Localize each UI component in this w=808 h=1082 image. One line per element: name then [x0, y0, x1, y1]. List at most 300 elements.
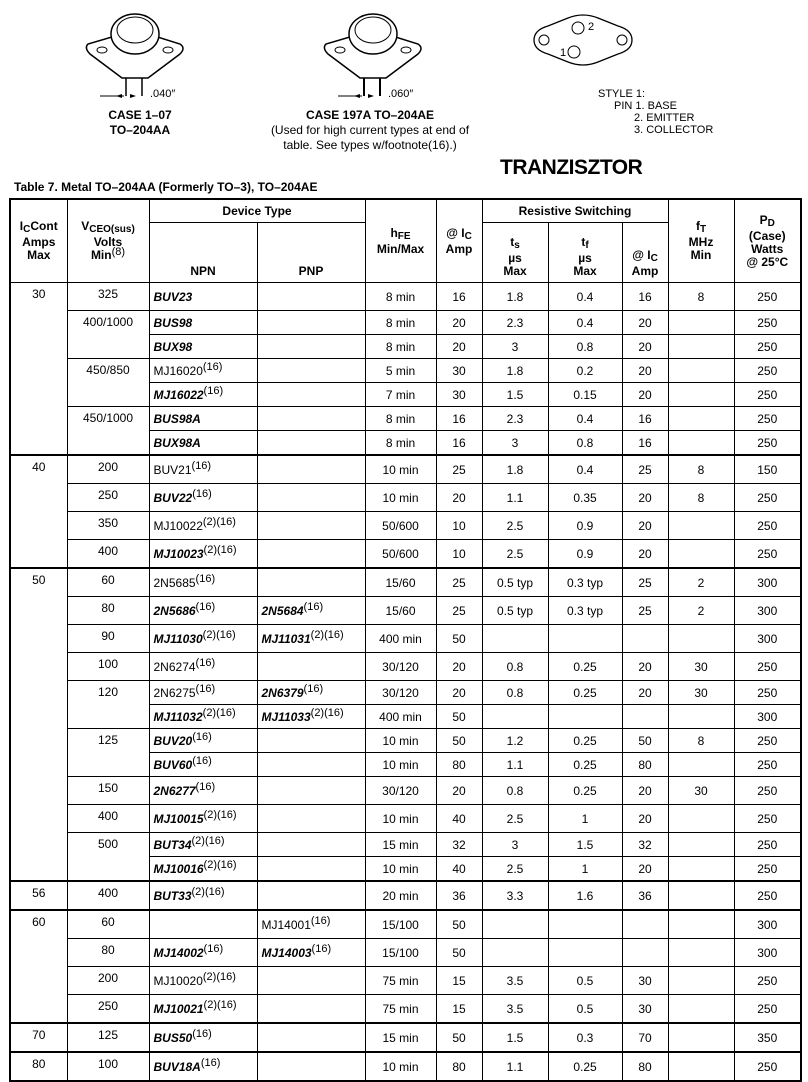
hfe-cell: 50/600: [365, 512, 436, 540]
col-header-npn: NPN: [149, 223, 257, 283]
pd-cell: 300: [734, 939, 801, 967]
pnp-device-cell: [257, 383, 365, 407]
ts-cell: 2.5: [482, 857, 548, 882]
hfe-cell: 15/60: [365, 597, 436, 625]
pnp-device-cell: [257, 431, 365, 456]
tf-cell: 0.25: [548, 777, 622, 805]
ft-cell: [668, 910, 734, 939]
npn-device-cell: BUT33$^{(2)(16)}$: [149, 881, 257, 910]
hfe-cell: 10 min: [365, 455, 436, 484]
ts-cell: 1.1: [482, 753, 548, 777]
ft-cell: [668, 512, 734, 540]
npn-device-cell: BUS98: [149, 311, 257, 335]
pin3-collector: 3. COLLECTOR: [634, 124, 714, 136]
pd-cell: 250: [734, 653, 801, 681]
at-ic-switching-cell: 20: [622, 777, 668, 805]
ft-cell: 30: [668, 681, 734, 705]
npn-device-cell: BUS98A: [149, 407, 257, 431]
pd-cell: 250: [734, 359, 801, 383]
table-row: [10, 995, 801, 1024]
hfe-cell: 8 min: [365, 311, 436, 335]
col-header-ts: $t_s$ µs Max: [482, 223, 548, 283]
hfe-cell: 75 min: [365, 995, 436, 1024]
vceo-cell: 100: [67, 1052, 149, 1081]
npn-device-cell: BUV18A$^{(16)}$: [149, 1052, 257, 1081]
pd-cell: 350: [734, 1023, 801, 1052]
at-ic-cell: 50: [436, 729, 482, 753]
npn-device-cell: BUX98: [149, 335, 257, 359]
vceo-cell: 250: [67, 995, 149, 1024]
hfe-cell: 8 min: [365, 431, 436, 456]
pnp-device-cell: [257, 857, 365, 882]
col-header-vceo: $V_{CEO(sus)}$ Volts Min$^{(8)}$: [67, 199, 149, 283]
pd-cell: 250: [734, 777, 801, 805]
hfe-cell: 30/120: [365, 777, 436, 805]
at-ic-cell: 25: [436, 568, 482, 597]
ft-cell: [668, 857, 734, 882]
pnp-device-cell: [257, 335, 365, 359]
pd-cell: 250: [734, 995, 801, 1024]
case1-dimension: .040″: [150, 88, 176, 100]
tf-cell: 1.5: [548, 833, 622, 857]
pnp-device-cell: [257, 1052, 365, 1081]
ts-cell: 1.5: [482, 383, 548, 407]
hfe-cell: 50/600: [365, 540, 436, 569]
pnp-device-cell: [257, 568, 365, 597]
pnp-device-cell: MJ11033$^{(2)(16)}$: [257, 705, 365, 729]
at-ic-switching-cell: 25: [622, 455, 668, 484]
at-ic-cell: 30: [436, 383, 482, 407]
at-ic-switching-cell: 20: [622, 335, 668, 359]
at-ic-cell: 10: [436, 512, 482, 540]
hfe-cell: 15 min: [365, 833, 436, 857]
at-ic-cell: 40: [436, 805, 482, 833]
at-ic-cell: 20: [436, 653, 482, 681]
transistor-table: [9, 198, 802, 1082]
table-row: [10, 910, 801, 939]
hfe-cell: 5 min: [365, 359, 436, 383]
hfe-cell: 10 min: [365, 857, 436, 882]
at-ic-switching-cell: 20: [622, 805, 668, 833]
table-row: [10, 540, 801, 569]
ic-cont-cell: 80: [10, 1052, 67, 1081]
at-ic-switching-cell: 20: [622, 857, 668, 882]
tf-cell: [548, 625, 622, 653]
vceo-cell: 250: [67, 484, 149, 512]
tf-cell: 0.4: [548, 311, 622, 335]
case2-caption: [250, 108, 490, 153]
ts-cell: 1.5: [482, 1023, 548, 1052]
pin2-emitter: 2. EMITTER: [634, 112, 695, 124]
table-row: [10, 407, 801, 431]
ts-cell: 1.1: [482, 1052, 548, 1081]
case1-subtitle: TO–204AA: [109, 123, 171, 137]
pnp-device-cell: [257, 1023, 365, 1052]
tf-cell: 1.6: [548, 881, 622, 910]
pnp-device-cell: [257, 359, 365, 383]
at-ic-cell: 50: [436, 939, 482, 967]
vceo-cell: 80: [67, 597, 149, 625]
ts-cell: 0.8: [482, 653, 548, 681]
npn-device-cell: 2N6274$^{(16)}$: [149, 653, 257, 681]
npn-device-cell: MJ11032$^{(2)(16)}$: [149, 705, 257, 729]
npn-device-cell: [149, 910, 257, 939]
at-ic-cell: 15: [436, 995, 482, 1024]
npn-device-cell: BUS50$^{(16)}$: [149, 1023, 257, 1052]
ic-cont-cell: 50: [10, 568, 67, 881]
npn-device-cell: MJ14002$^{(16)}$: [149, 939, 257, 967]
hfe-cell: 8 min: [365, 335, 436, 359]
table-row: [10, 359, 801, 383]
pd-cell: 300: [734, 910, 801, 939]
at-ic-switching-cell: 20: [622, 653, 668, 681]
vceo-cell: 350: [67, 512, 149, 540]
at-ic-cell: 50: [436, 1023, 482, 1052]
ft-cell: 2: [668, 568, 734, 597]
pnp-device-cell: MJ14003$^{(16)}$: [257, 939, 365, 967]
pnp-device-cell: [257, 777, 365, 805]
ts-cell: 3.5: [482, 967, 548, 995]
at-ic-switching-cell: 32: [622, 833, 668, 857]
at-ic-cell: 16: [436, 431, 482, 456]
col-header-ft: $f_T$ MHz Min: [668, 199, 734, 283]
ft-cell: 8: [668, 283, 734, 311]
hfe-cell: 8 min: [365, 407, 436, 431]
npn-device-cell: MJ16022$^{(16)}$: [149, 383, 257, 407]
tf-cell: [548, 705, 622, 729]
pd-cell: 250: [734, 857, 801, 882]
pin2-label: 2: [588, 21, 595, 33]
npn-device-cell: 2N6275$^{(16)}$: [149, 681, 257, 705]
hfe-cell: 75 min: [365, 967, 436, 995]
pnp-device-cell: [257, 805, 365, 833]
ft-cell: [668, 383, 734, 407]
pd-cell: 250: [734, 512, 801, 540]
pd-cell: 250: [734, 335, 801, 359]
col-header-hfe: $h_{FE}$ Min/Max: [365, 199, 436, 283]
at-ic-switching-cell: 20: [622, 359, 668, 383]
at-ic-switching-cell: 25: [622, 597, 668, 625]
ft-cell: [668, 805, 734, 833]
at-ic-switching-cell: 30: [622, 995, 668, 1024]
table-row: [10, 625, 801, 653]
table-row: [10, 1023, 801, 1052]
vceo-cell: 60: [67, 568, 149, 597]
hfe-cell: 15/100: [365, 939, 436, 967]
npn-device-cell: BUV23: [149, 283, 257, 311]
at-ic-switching-cell: 20: [622, 540, 668, 569]
vceo-cell: 80: [67, 939, 149, 967]
ft-cell: 2: [668, 597, 734, 625]
pnp-device-cell: MJ14001$^{(16)}$: [257, 910, 365, 939]
ts-cell: [482, 705, 548, 729]
case1-caption: [80, 108, 200, 138]
pd-cell: 250: [734, 881, 801, 910]
pnp-device-cell: MJ11031$^{(2)(16)}$: [257, 625, 365, 653]
at-ic-cell: 50: [436, 910, 482, 939]
at-ic-cell: 16: [436, 283, 482, 311]
table-caption: Table 7. Metal TO–204AA (Formerly TO–3), TO–204AE: [14, 180, 318, 194]
pd-cell: 300: [734, 568, 801, 597]
pd-cell: 250: [734, 805, 801, 833]
at-ic-cell: 10: [436, 540, 482, 569]
col-header-tf: $t_f$ µs Max: [548, 223, 622, 283]
package-header: [0, 0, 808, 196]
npn-device-cell: MJ10023$^{(2)(16)}$: [149, 540, 257, 569]
table-row: [10, 805, 801, 833]
pnp-device-cell: [257, 484, 365, 512]
table-row: [10, 729, 801, 753]
at-ic-switching-cell: 30: [622, 967, 668, 995]
ts-cell: 1.8: [482, 283, 548, 311]
at-ic-switching-cell: [622, 705, 668, 729]
npn-device-cell: MJ10021$^{(2)(16)}$: [149, 995, 257, 1024]
hfe-cell: 20 min: [365, 881, 436, 910]
at-ic-cell: 15: [436, 967, 482, 995]
npn-device-cell: BUV22$^{(16)}$: [149, 484, 257, 512]
pd-cell: 250: [734, 283, 801, 311]
case2-dimension: .060″: [388, 88, 414, 100]
at-ic-cell: 50: [436, 705, 482, 729]
pin-style-legend: [598, 88, 713, 136]
pd-cell: 250: [734, 484, 801, 512]
pd-cell: 300: [734, 597, 801, 625]
hfe-cell: 10 min: [365, 729, 436, 753]
ft-cell: [668, 1052, 734, 1081]
ts-cell: 3: [482, 335, 548, 359]
ts-cell: 2.5: [482, 805, 548, 833]
ts-cell: 0.8: [482, 777, 548, 805]
at-ic-switching-cell: [622, 939, 668, 967]
table-body: [10, 283, 801, 1082]
at-ic-switching-cell: 80: [622, 753, 668, 777]
ft-cell: [668, 1023, 734, 1052]
hfe-cell: 10 min: [365, 805, 436, 833]
hfe-cell: 30/120: [365, 653, 436, 681]
case2-note-2: table. See types w/footnote(16).): [283, 138, 457, 152]
ft-cell: 8: [668, 455, 734, 484]
pnp-device-cell: [257, 653, 365, 681]
ts-cell: [482, 625, 548, 653]
tf-cell: 0.3 typ: [548, 568, 622, 597]
at-ic-cell: 20: [436, 335, 482, 359]
pnp-device-cell: [257, 881, 365, 910]
table-row: [10, 311, 801, 335]
tf-cell: 0.9: [548, 512, 622, 540]
table-row: [10, 967, 801, 995]
table-row: [10, 833, 801, 857]
at-ic-cell: 20: [436, 484, 482, 512]
at-ic-cell: 80: [436, 1052, 482, 1081]
npn-device-cell: BUV20$^{(16)}$: [149, 729, 257, 753]
vceo-cell: 90: [67, 625, 149, 653]
ts-cell: 1.8: [482, 359, 548, 383]
ts-cell: [482, 910, 548, 939]
at-ic-cell: 80: [436, 753, 482, 777]
pnp-device-cell: [257, 967, 365, 995]
ft-cell: 8: [668, 484, 734, 512]
pnp-device-cell: [257, 407, 365, 431]
table-row: [10, 484, 801, 512]
table-row: [10, 881, 801, 910]
tf-cell: 0.3: [548, 1023, 622, 1052]
table-row: [10, 455, 801, 484]
tf-cell: 0.25: [548, 753, 622, 777]
col-header-resistive-switching: Resistive Switching: [482, 199, 668, 223]
at-ic-switching-cell: 16: [622, 431, 668, 456]
tf-cell: 0.5: [548, 995, 622, 1024]
at-ic-switching-cell: 80: [622, 1052, 668, 1081]
pd-cell: 250: [734, 311, 801, 335]
tf-cell: 0.25: [548, 1052, 622, 1081]
npn-device-cell: BUT34$^{(2)(16)}$: [149, 833, 257, 857]
case1-title: CASE 1–07: [108, 108, 172, 122]
pnp-device-cell: [257, 833, 365, 857]
at-ic-cell: 50: [436, 625, 482, 653]
at-ic-cell: 20: [436, 311, 482, 335]
npn-device-cell: MJ16020$^{(16)}$: [149, 359, 257, 383]
pd-cell: 250: [734, 753, 801, 777]
ic-cont-cell: 30: [10, 283, 67, 456]
ts-cell: 2.3: [482, 407, 548, 431]
ft-cell: [668, 939, 734, 967]
pd-cell: 250: [734, 681, 801, 705]
pin1-base: PIN 1. BASE: [614, 100, 677, 112]
tf-cell: 0.4: [548, 455, 622, 484]
pin1-label: 1: [560, 47, 567, 59]
table-row: [10, 939, 801, 967]
pd-cell: 250: [734, 431, 801, 456]
ts-cell: 0.5 typ: [482, 568, 548, 597]
ts-cell: 1.8: [482, 455, 548, 484]
at-ic-switching-cell: [622, 910, 668, 939]
npn-device-cell: 2N5685$^{(16)}$: [149, 568, 257, 597]
table-row: [10, 1052, 801, 1081]
pnp-device-cell: [257, 283, 365, 311]
pnp-device-cell: [257, 540, 365, 569]
pd-cell: 250: [734, 833, 801, 857]
at-ic-switching-cell: [622, 625, 668, 653]
ft-cell: [668, 335, 734, 359]
pnp-device-cell: [257, 753, 365, 777]
tf-cell: 0.5: [548, 967, 622, 995]
hfe-cell: 7 min: [365, 383, 436, 407]
npn-device-cell: BUX98A: [149, 431, 257, 456]
vceo-cell: 100: [67, 653, 149, 681]
ts-cell: 2.5: [482, 512, 548, 540]
ft-cell: 8: [668, 729, 734, 753]
table-row: [10, 512, 801, 540]
at-ic-cell: 32: [436, 833, 482, 857]
npn-device-cell: MJ10022$^{(2)(16)}$: [149, 512, 257, 540]
col-header-at-ic-switching: @ $I_C$ Amp: [622, 223, 668, 283]
vceo-cell: 450/1000: [67, 407, 149, 456]
tf-cell: 0.4: [548, 283, 622, 311]
ic-cont-cell: 56: [10, 881, 67, 910]
tf-cell: 0.25: [548, 729, 622, 753]
ic-cont-cell: 40: [10, 455, 67, 568]
ts-cell: 3: [482, 833, 548, 857]
tf-cell: 0.4: [548, 407, 622, 431]
ts-cell: 3.3: [482, 881, 548, 910]
ft-cell: [668, 881, 734, 910]
table-row: [10, 681, 801, 705]
npn-device-cell: 2N5686$^{(16)}$: [149, 597, 257, 625]
npn-device-cell: MJ10016$^{(2)(16)}$: [149, 857, 257, 882]
table-row: [10, 653, 801, 681]
at-ic-switching-cell: 36: [622, 881, 668, 910]
vceo-cell: 200: [67, 455, 149, 484]
hfe-cell: 30/120: [365, 681, 436, 705]
case2-title: CASE 197A TO–204AE: [305, 108, 435, 122]
hfe-cell: 400 min: [365, 705, 436, 729]
vceo-cell: 325: [67, 283, 149, 311]
hfe-cell: 400 min: [365, 625, 436, 653]
tf-cell: 0.8: [548, 335, 622, 359]
pinout-diagram: [528, 10, 638, 76]
tf-cell: 0.9: [548, 540, 622, 569]
at-ic-cell: 25: [436, 597, 482, 625]
pd-cell: 300: [734, 705, 801, 729]
at-ic-cell: 36: [436, 881, 482, 910]
tf-cell: 1: [548, 857, 622, 882]
vceo-cell: 125: [67, 1023, 149, 1052]
at-ic-switching-cell: 25: [622, 568, 668, 597]
col-header-ic: $I_CCont$ Amps Max: [10, 199, 67, 283]
pnp-device-cell: [257, 995, 365, 1024]
ts-cell: 0.8: [482, 681, 548, 705]
ft-cell: [668, 967, 734, 995]
ts-cell: 1.2: [482, 729, 548, 753]
tf-cell: 0.35: [548, 484, 622, 512]
at-ic-switching-cell: 50: [622, 729, 668, 753]
hfe-cell: 15 min: [365, 1023, 436, 1052]
npn-device-cell: BUV21$^{(16)}$: [149, 455, 257, 484]
pd-cell: 300: [734, 625, 801, 653]
hfe-cell: 10 min: [365, 1052, 436, 1081]
vceo-cell: 400: [67, 540, 149, 569]
vceo-cell: 500: [67, 833, 149, 882]
hfe-cell: 8 min: [365, 283, 436, 311]
ts-cell: 0.5 typ: [482, 597, 548, 625]
vceo-cell: 450/850: [67, 359, 149, 407]
ft-cell: [668, 995, 734, 1024]
tf-cell: [548, 910, 622, 939]
pd-cell: 250: [734, 1052, 801, 1081]
hfe-cell: 15/100: [365, 910, 436, 939]
vceo-cell: 400: [67, 805, 149, 833]
ts-cell: 2.3: [482, 311, 548, 335]
vceo-cell: 125: [67, 729, 149, 777]
ft-cell: [668, 540, 734, 569]
pd-cell: 250: [734, 407, 801, 431]
at-ic-switching-cell: 16: [622, 283, 668, 311]
at-ic-switching-cell: 70: [622, 1023, 668, 1052]
ts-cell: 3: [482, 431, 548, 456]
page-title: TRANZISZTOR: [500, 156, 643, 179]
hfe-cell: 15/60: [365, 568, 436, 597]
tf-cell: 0.3 typ: [548, 597, 622, 625]
at-ic-switching-cell: 16: [622, 407, 668, 431]
pd-cell: 250: [734, 540, 801, 569]
vceo-cell: 60: [67, 910, 149, 939]
ts-cell: 2.5: [482, 540, 548, 569]
npn-device-cell: MJ10015$^{(2)(16)}$: [149, 805, 257, 833]
at-ic-cell: 30: [436, 359, 482, 383]
col-header-device-type: Device Type: [149, 199, 365, 223]
ft-cell: [668, 625, 734, 653]
pnp-device-cell: [257, 455, 365, 484]
